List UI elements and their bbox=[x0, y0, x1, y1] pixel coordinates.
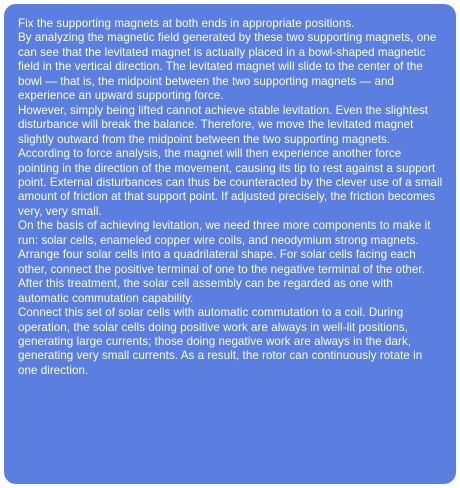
paragraph-magnetic-field: By analyzing the magnetic field generated by these two supporting magnets, one can see that the levitated magnet is actually placed in a bowl-shaped magnetic field in the vertical direction. The levitated magnet will slide to the center of the bowl — that is, the midpoint between the two supporting magnets — and experience an upward supporting force. bbox=[18, 31, 437, 103]
paragraph-stable-levitation: However, simply being lifted cannot achieve stable levitation. Even the slightest disturbance will break the balance. Therefore, we move the levitated magnet slightly outward from the midpoint between the two supporting magnets. According to force analysis, the magnet will then experience another force pointing in the direction of the movement, causing its tip to rest against a support point. External disturbances can thus be counteracted by the clever use of a small amount of friction at that support point. If adjusted precisely, the friction becomes very, very small. bbox=[18, 103, 443, 218]
paragraph-components: On the basis of achieving levitation, we need three more components to make it run: solar cells, enameled copper wire coils, and neodymium strong magnets. bbox=[18, 219, 431, 247]
paragraph-commutation: Connect this set of solar cells with automatic commutation to a coil. During operation, the solar cells doing positive work are always in well-lit positions, generating large currents; those doing negative work are always in the dark, generating very small currents. As a result, the rotor can continuously rotate in one direction. bbox=[18, 306, 423, 377]
paragraph-fix-magnets: Fix the supporting magnets at both ends in appropriate positions. bbox=[18, 17, 355, 30]
paragraph-solar-cells: Arrange four solar cells into a quadrilateral shape. For solar cells facing each other, connect the positive terminal of one to the negative terminal of the other. After this treatment, the solar cell assembly can be regarded as one with automatic commutation capability. bbox=[18, 248, 425, 305]
text-card bbox=[4, 4, 456, 484]
document-body bbox=[18, 17, 444, 378]
